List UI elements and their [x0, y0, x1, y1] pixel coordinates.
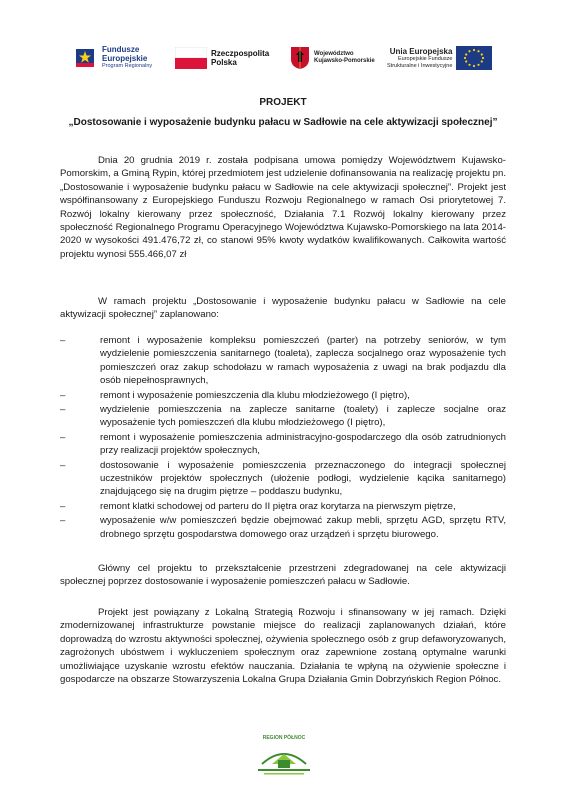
logo-bar — [72, 36, 502, 80]
plan-text: W ramach projektu „Dostosowanie i wyposażenie budynku pałacu w Sadłowie na cele aktywizacji społecznej” zaplanowano: — [60, 296, 506, 321]
dash-bullet: – — [60, 335, 66, 346]
fundusze-europejskie-logo — [72, 36, 152, 80]
list-item-text: wydzielenie pomieszczenia na zaplecze sanitarne (toalety) i zaplecze socjalne oraz wyposażenie tych pomieszczeń dla klubu młodzieżowego (I piętro), — [100, 404, 506, 429]
goal-paragraph — [60, 562, 506, 589]
list-item-text: dostosowanie i wyposażenie pomieszczenia przeznaczonego do integracji społecznej uczestników projektów społecznych (ułożenie podłogi, wydzielenie kącika sanitarnego) znajdującego się na drugim piętrze – poddaszu budynku, — [100, 459, 506, 498]
list-item — [60, 334, 506, 388]
list-item — [60, 403, 506, 430]
project-title: „Dostosowanie i wyposażenie budynku pałacu w Sadłowie na cele aktywizacji społecznej” — [68, 117, 498, 128]
coat-of-arms-icon — [290, 46, 310, 70]
dash-bullet: – — [60, 500, 66, 512]
strategy-text: Projekt jest powiązany z Lokalną Strategią Rozwoju i sfinansowany w jej ramach. Dzięki zmodernizowanej infrastrukturze powstanie miejsce do realizacji zaplanowanych działań, które doprowadzą do wzrostu aktywności społecznej, ożywienia społecznego osób z grup defaworyzowanych, zagrożonych ubóstwem i wykluczeniem społecznym oraz zapewnione zostaną optymalne warunki umożliwiające uzyskanie wzrostu efektów nauczania. Działania te wpłyną na ożywienie społeczne i gospodarcze na obszarze Stowarzyszenia Lokalna Grupa Działania Gmin Dobrzyńskich Region Północ. — [60, 607, 506, 686]
list-item — [60, 500, 506, 513]
ue-line1: Unia Europejska — [389, 47, 453, 56]
list-item-text: wyposażenie w/w pomieszczeń będzie obejmować zakup mebli, sprzętu AGD, sprzętu RTV, drobnego sprzętu gospodarstwa domowego oraz urządzeń i sprzętu biurowego. — [100, 515, 506, 540]
fe-star-icon — [72, 47, 98, 69]
list-item — [60, 389, 506, 402]
kujawsko-pomorskie-logo — [290, 36, 375, 80]
list-item-text: remont klatki schodowej od parteru do II piętra oraz korytarza na pierwszym piętrze, — [100, 500, 456, 512]
kp-line1: Województwo — [314, 51, 354, 57]
region-polnoc-emblem-icon — [248, 742, 320, 778]
footer-logo-text: REGION PÓŁNOC — [262, 735, 306, 741]
dash-bullet: – — [60, 515, 66, 527]
kp-line2: Kujawsko-Pomorskie — [314, 58, 375, 64]
fe-line3: Program Regionalny — [102, 63, 153, 70]
list-item-text: remont i wyposażenie pomieszczenia administracyjno-gospodarczego dla osób zatrudnionych przy realizacji projektów społecznych, — [100, 431, 506, 457]
goal-text: Główny cel projektu to przekształcenie przestrzeni zdegradowanej na cele aktywizacji społecznej poprzez dostosowanie i wyposażenie pomieszczeń pałacu w Sadłowie. — [60, 563, 506, 588]
ue-line2: Europejskie Fundusze — [398, 56, 453, 62]
intro-paragraph — [60, 154, 506, 261]
list-item — [60, 514, 506, 541]
rzeczpospolita-polska-logo — [175, 36, 269, 80]
project-label: PROJEKT — [259, 97, 307, 108]
plan-paragraph — [60, 295, 506, 322]
planned-works-list — [60, 334, 506, 542]
list-item — [60, 431, 506, 458]
dash-bullet: – — [60, 404, 66, 416]
dash-bullet: – — [60, 459, 66, 471]
fe-line1: Fundusze — [102, 45, 140, 55]
dash-bullet: – — [60, 431, 66, 443]
polish-flag-icon — [175, 47, 207, 69]
strategy-paragraph — [60, 606, 506, 686]
rp-line1: Rzeczpospolita — [211, 49, 270, 58]
rp-line2: Polska — [211, 58, 237, 67]
list-item — [60, 459, 506, 499]
list-item-text: remont i wyposażenie kompleksu pomieszczeń (parter) na potrzeby seniorów, w tym wydzielenie pomieszczenia sanitarnego (toaleta), zaplecza socjalnego oraz wyposażenie tych pomieszczeń oraz zakup schodołazu w ramach wyposażenia z uwagi na brak podjazdu dla osób niepełnosprawnych, — [100, 335, 506, 387]
intro-text: Dnia 20 grudnia 2019 r. została podpisana umowa pomiędzy Województwem Kujawsko-Pomorskim, a Gminą Rypin, której przedmiotem jest udzielenie dofinansowania na realizację projektu pn. „Dostosowanie i wyposażenie budynku pałacu w Sadłowie na cele aktywizacji społecznej”. Projekt jest współfinansowany z Europejskiego Funduszu Rozwoju Regionalnego w ramach Osi priorytetowej 7. Rozwój lokalny kierowany przez społeczność, Działania 7.1 Rozwój lokalny kierowany przez społeczność Regionalnego Programu Operacyjnego Województwa Kujawsko-Pomorskiego na lata 2014-2020 w wysokości 491.476,72 zł, co stanowi 95% kwoty wydatków kwalifikowanych. Całkowita wartość projektu wynosi 555.466,07 zł — [60, 155, 506, 260]
list-item-text: remont i wyposażenie pomieszczenia dla klubu młodzieżowego (I piętro), — [100, 389, 410, 401]
dash-bullet: – — [60, 389, 66, 401]
region-polnoc-logo — [248, 735, 320, 779]
fe-line2: Europejskie — [102, 54, 148, 64]
eu-flag-icon — [456, 46, 492, 70]
ue-line3: Strukturalne i Inwestycyjne — [387, 62, 453, 69]
unia-europejska-logo — [387, 36, 492, 80]
